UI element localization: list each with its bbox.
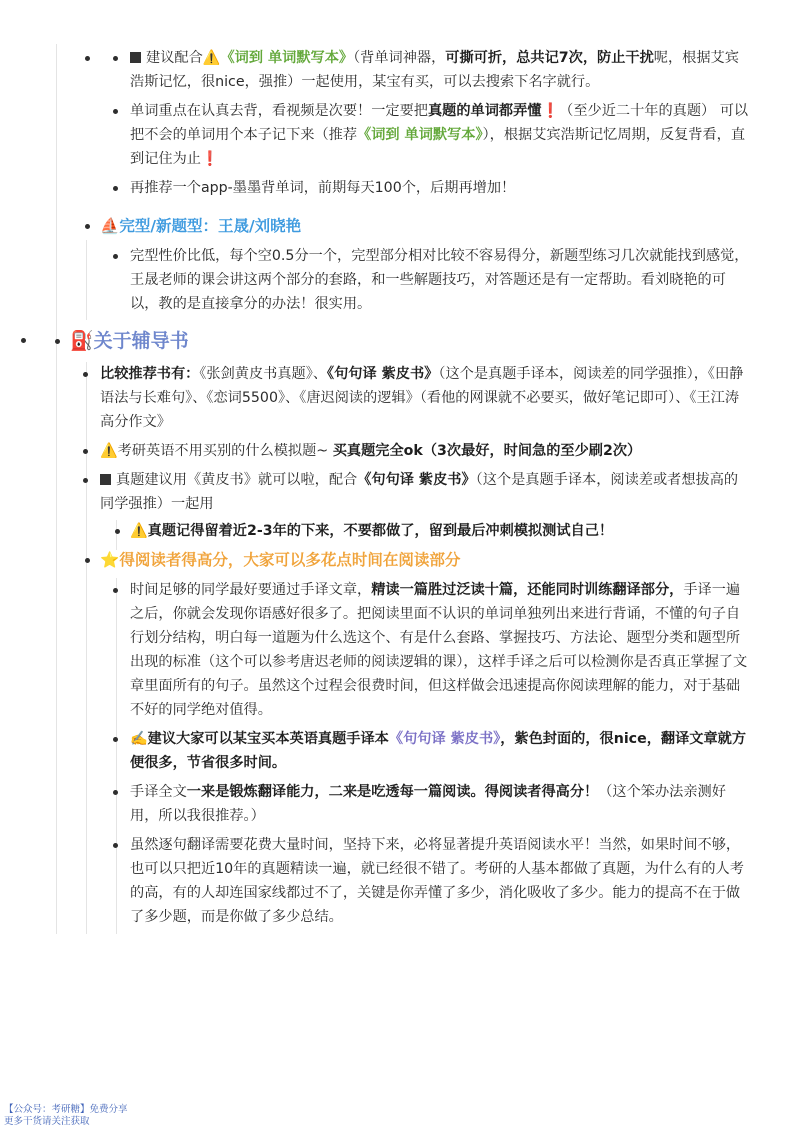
section-heading: [100, 548, 750, 572]
exclamation-icon: ❗: [200, 151, 219, 167]
heading-text: 得阅读者得高分，大家可以多花点时间在阅读部分: [119, 551, 461, 569]
text: 真题建议用《黄皮书》就可以啦，配合: [116, 472, 358, 488]
bold-text: 真题的单词都弄懂: [427, 103, 542, 119]
text: （这个是真题手译本，阅读差或者想拔高的同学强推）一起用: [100, 472, 739, 512]
bold-text: 一来是锻炼翻译能力，二来是吃透每一篇阅读。得阅读者得高分！: [186, 784, 599, 800]
bold-text: 《句句译 紫皮书》: [327, 366, 439, 382]
text: （背单词神器，: [353, 50, 446, 66]
text: 建议配合: [146, 50, 203, 66]
writing-hand-icon: ✍️: [130, 731, 148, 747]
black-square-icon: [100, 474, 111, 485]
heading-text: 完型/新题型：王晟/刘晓艳: [119, 217, 302, 235]
bold-text: 真题记得留着近2-3年的下来，不要都做了，留到最后冲刺模拟测试自己！: [147, 523, 614, 539]
bold-text: 比较推荐书有：: [100, 366, 200, 382]
black-square-icon: [130, 52, 141, 63]
bold-text: 买真题完全ok（3次最好，时间急的至少刷2次）: [332, 443, 642, 459]
text: 考研英语不用买别的什么模拟题~: [117, 443, 333, 459]
text: ），根据艾宾浩斯记忆周期，反复背看，直到记住为止: [130, 127, 746, 167]
text: 时间足够的同学最好要通过手译文章，: [130, 582, 372, 598]
fuel-pump-icon: ⛽: [70, 330, 94, 352]
list-item: [130, 176, 750, 200]
reading-section: [70, 548, 750, 929]
text: 《张剑黄皮书真题》、: [199, 366, 328, 382]
text: 单词重点在认真去背，看视频是次要！一定要把: [130, 103, 428, 119]
list-item: [100, 362, 750, 434]
bold-text: 建议大家可以某宝买本英语真题手译本: [147, 731, 389, 747]
list-item: [100, 468, 750, 543]
cloze-section: [100, 214, 750, 321]
book-link[interactable]: 《词到 单词默写本》: [220, 50, 354, 66]
footer-line: 【公众号：考研糖】免费分享: [4, 1104, 128, 1115]
list-item: [130, 578, 750, 722]
document-body: [100, 46, 750, 205]
list-item: [100, 439, 750, 463]
vocab-group: [100, 46, 750, 200]
warning-icon: ⚠️: [130, 523, 148, 539]
list-item: [130, 244, 750, 316]
section-heading: [70, 328, 750, 354]
book-link[interactable]: 《句句译 紫皮书》: [388, 731, 501, 747]
text: 呢，根据艾宾浩斯记忆，很nice，强推）一起使用，某宝有买，可以去搜索下名字就行。: [130, 50, 739, 90]
bold-text: 精读一篇胜过泛读十篇，还能同时训练翻译部分，: [371, 582, 684, 598]
outline-guide-line: [56, 44, 57, 934]
list-item: [130, 519, 750, 543]
exclamation-icon: ❗: [541, 103, 560, 119]
heading-text: 关于辅导书: [93, 330, 189, 352]
list-item: [130, 780, 750, 828]
text: 手译全文: [130, 784, 187, 800]
text: 虽然逐句翻译需要花费大量时间，坚持下来，必将显著提升英语阅读水平！当然，如果时间不够，也可以只把近10年的真题精读一遍，就已经很不错了。考研的人基本都做了真题，为什么有的人考的高，有的人却连国家线都过不了，关键是你弄懂了多少，消化吸收了多少。能力的提高不在于做了多少题，而是你做了多少总结。: [130, 837, 744, 925]
list-item: [130, 99, 750, 171]
bold-text: ，紫色封面的，很nice，翻译文章就方便很多，节省很多时间。: [130, 731, 747, 771]
list-item: [130, 833, 750, 929]
sailboat-icon: ⛵: [100, 217, 120, 235]
text: 完型性价比低，每个空0.5分一个，完型部分相对比较不容易得分，新题型练习几次就能找到感觉，王晟老师的课会讲这两个部分的套路，和一些解题技巧，对答题还是有一定帮助。看刘晓艳的可以，教的是直接拿分的办法！很实用。: [130, 248, 749, 312]
list-item: [130, 46, 750, 94]
outline-guide-line: [86, 240, 87, 320]
star-icon: ⭐: [100, 551, 120, 569]
text: （至少近二十年的真题） 可以把不会的单词用个本子记下来（推荐: [130, 103, 749, 143]
footer-note: [4, 1104, 128, 1128]
warning-icon: ⚠️: [100, 443, 118, 459]
section-heading: [100, 214, 750, 238]
footer-line: 更多干货请关注获取: [4, 1116, 90, 1127]
list-item: [130, 727, 750, 775]
bold-text: 《句句译 紫皮书》: [357, 472, 476, 488]
book-link[interactable]: 《词到 单词默写本》: [357, 127, 483, 143]
text: 手译一遍之后，你就会发现你语感好很多了。把阅读里面不认识的单词单独列出来进行背诵，不懂的句子自行划分结构，明白每一道题为什么选这个、有是什么套路、掌握技巧、方法论、题型分类和题型所出现的标准（这个可以参考唐迟老师的阅读逻辑的课），这样手译之后可以检测你是否真正掌握了文章里面所有的句子。虽然这个过程会很费时间，但这样做会迅速提高你阅读理解的能力，对于基础不好的同学绝对值得。: [130, 582, 748, 718]
text: （这个笨办法亲测好用，所以我很推荐。）: [130, 784, 726, 824]
text: 再推荐一个app-墨墨背单词，前期每天100个，后期再增加！: [130, 180, 516, 196]
warning-icon: ⚠️: [202, 50, 221, 66]
bold-text: 可撕可折，总共记7次，防止干扰: [445, 50, 654, 66]
text: （这个是真题手译本，阅读差的同学强推），《田静语法与长难句》、《恋词5500》、《唐迟阅读的逻辑》（看他的网课就不必要买，做好笔记即可）、《王江涛高分作文》: [100, 366, 744, 430]
books-section: [70, 324, 750, 934]
